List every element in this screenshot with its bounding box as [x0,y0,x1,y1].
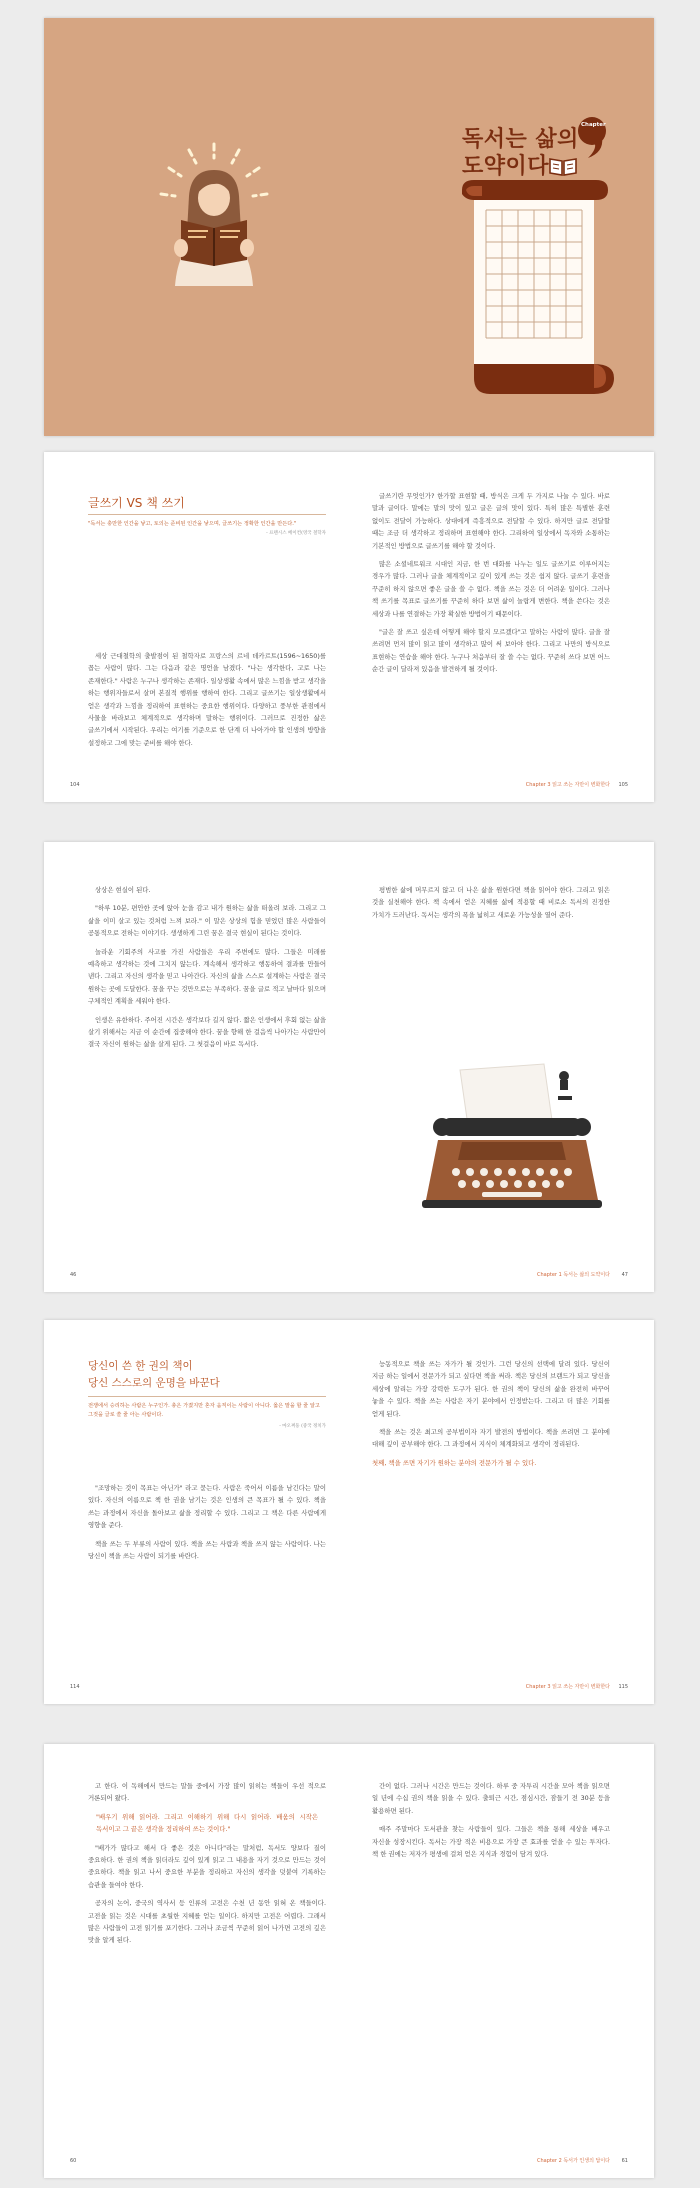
paragraph: 많은 소셜네트워크 시대인 지금, 한 번 대화를 나누는 일도 글쓰기로 이루어지는 경우가 많다. 그러나 글을 체계적이고 깊이 있게 쓰는 것은 쉽지 않다. 글쓰기 훈련을 꾸준히 하지 않으면 좋은 글을 쓸 수 없다. 책을 쓰는 것은 더 어려운 일이다. 그러나 책 쓰기를 목표로 글쓰기를 꾸준히 하다 보면 삶이 놀랍게 변한다. 책을 쓴다는 것은 세상과 나를 연결하는 가장 확실한 방법이기 때문이다. [372,560,610,618]
cover-title-line-2: 도약이다 [462,154,550,179]
left-column [88,884,326,1057]
title-divider [88,1396,326,1397]
spread-1 [44,452,654,802]
paragraph: 고 한다. 이 독해에서 만드는 말들 중에서 가장 많이 읽히는 책들이 우선 적으로 거론되어 왔다. [88,1782,326,1803]
cover-title-line-1: 독서는 삶의 [462,127,579,152]
paragraph: 세상 근대철학의 출발점이 된 철학자로 프랑스의 르네 데카르트(1596~1650)를 꼽는 사람이 많다. 그는 다음과 같은 명언을 남겼다. "나는 생각한다, 고로 나는 존재한다." 사람은 누구나 생각하는 존재다. 일상생활 속에서 많은 느낌을 받고 생각을 하는 행위자들로서 살며 본질적 행위를 행하여 한다. 그리고 글쓰기는 일상생활에서 얻은 생각과 느낌을 정리하여 표현하는 중요한 행위이다. 다양하고 풍부한 관점에서 사물을 바라보고 체계적으로 생각하며 말하는 행위이다. 그러므로 진정한 삶은 글쓰기에서 시작된다. 우리는 여기를 기준으로 한 단계 더 나아가야 할 인생의 방향을 설정하고 그에 맞는 준비를 해야 한다. [88,652,326,747]
page-number-right: 105 [618,782,628,788]
quote-author: - 프랜시스 베이컨(영국 철학자 [266,531,326,536]
note-text: 첫째, 책을 쓰면 자기가 원하는 분야의 전문가가 될 수 있다. [372,1458,537,1467]
section-title: 글쓰기 VS 책 쓰기 [88,496,185,510]
paragraph: 인생은 유한하다. 주어진 시간은 생각보다 길지 않다. 짧은 인생에서 후회 없는 삶을 살기 위해서는 지금 이 순간에 집중해야 한다. 꿈을 향해 한 걸음씩 나아가는 사람만이 결국 자신이 원하는 삶을 살게 된다. 그 첫걸음이 바로 독서다. [88,1015,326,1049]
paragraph: 평범한 삶에 머무르지 않고 더 나은 삶을 원한다면 책을 읽어야 한다. 그리고 읽은 것을 실천해야 한다. 책 속에서 얻은 지혜를 삶에 적용할 때 비로소 독서의 진정한 가치가 드러난다. 독서는 생각의 폭을 넓히고 새로운 가능성을 열어 준다. [372,886,610,919]
running-footer: Chapter 1 독서는 삶의 도약이다 [537,1272,610,1278]
section-quote: 전쟁에서 승리하는 사람은 누구인가. 총은 가졌지만 혼자 움직이는 사람이 아니다. 옳은 말을 할 줄 알고 그것을 글로 쓸 줄 아는 사람이다. [88,1403,320,1418]
right-column [372,1358,610,1475]
paragraph: 능동적으로 책을 쓰는 자가가 될 것인가. 그런 당신의 선택에 달려 있다. 당신이 지금 하는 일에서 전문가가 되고 싶다면 책을 써라. 책은 당신의 브랜드가 되고 당신을 세상에 알리는 가장 강력한 도구가 된다. 한 권의 책이 당신의 삶을 완전히 바꾸어 놓을 수 있다. 책을 쓰는 사람은 자기 분야에서 인정받는다. 그리고 더 많은 기회를 얻게 된다. [372,1360,610,1418]
page-number-right: 47 [621,1272,628,1278]
page-number-right: 115 [618,1684,628,1690]
open-book-icon [548,155,578,177]
paragraph: "하루 10분, 편안한 곳에 앉아 눈을 감고 내가 원하는 삶을 떠올려 보라. 그리고 그 삶을 이미 살고 있는 것처럼 느껴 보라." 이 말은 상상의 힘을 믿었던 많은 사람들이 공통적으로 전하는 이야기다. 생생하게 그린 꿈은 결국 현실이 된다는 것이다. [88,904,326,938]
quote-author: - 마오쩌둥 (중국 정치가 [279,1424,326,1429]
running-footer: Chapter 3 읽고 쓰는 자만이 변화한다 [525,1684,610,1690]
paragraph: "배가가 많다고 해서 다 좋은 것은 아니다"라는 말처럼, 독서도 양보다 질이 중요하다. 한 권의 책을 읽더라도 깊이 있게 읽고 그 내용을 자기 것으로 만드는 것이 중요하다. 책을 읽고 나서 중요한 부분을 정리하고 자신의 생각을 덧붙여 기록하는 습관을 들여야 한다. [88,1843,326,1889]
section-quote: "독서는 충만한 인간을 낳고, 토의는 준비된 인간을 낳으며, 글쓰기는 정확한 인간을 만든다." [88,521,297,527]
scroll-illustration [444,178,624,403]
chapter-label: Chapter [581,122,606,128]
running-footer: Chapter 3 읽고 쓰는 자만이 변화한다 [525,782,610,788]
right-column [372,490,610,682]
cover-page [44,18,654,436]
paragraph: 공자의 논어, 중국의 역사서 등 인류의 고전은 수천 년 동안 읽혀 온 책들이다. 고전을 읽는 것은 시대를 초월한 지혜를 얻는 일이다. 하지만 고전은 어렵다. 그래서 많은 사람들이 고전 읽기를 포기한다. 그러나 조금씩 꾸준히 읽어 나가면 고전의 깊은 맛을 알게 된다. [88,1899,326,1945]
paragraph: 책을 쓰는 것은 최고의 공부법이자 자기 발전의 방법이다. 책을 쓰려면 그 분야에 대해 깊이 공부해야 한다. 그 과정에서 지식이 체계화되고 생각이 정리된다. [372,1428,610,1449]
section-title [88,1358,220,1392]
woman-reading-illustration [139,136,289,286]
page-number-left: 60 [70,2158,77,2164]
paragraph: 간이 없다. 그러나 시간은 만드는 것이다. 하루 중 자투리 시간을 모아 책을 읽으면 일 년에 수십 권의 책을 읽을 수 있다. 출퇴근 시간, 점심시간, 잠들기 전 30분 등을 활용하면 된다. [372,1782,610,1815]
paragraph: "조망하는 것이 목표는 아닌가" 라고 묻는다. 사람은 죽어서 이름을 남긴다는 말이 있다. 자신의 이름으로 책 한 권을 남기는 것은 인생의 큰 목표가 될 수 있다. 책을 쓰는 과정에서 자신을 돌아보고 삶을 정리할 수 있다. 그리고 그 책은 다른 사람에게 영향을 준다. [88,1484,326,1530]
title-divider [88,514,326,515]
running-footer: Chapter 2 독서가 인생의 답이다 [537,2158,610,2164]
page-number-left: 104 [70,782,80,788]
paragraph: 상상은 현실이 된다. [95,886,151,894]
spread-3 [44,1320,654,1704]
left-column [88,1780,326,1953]
spread-2 [44,842,654,1292]
right-column [372,1780,610,1866]
typewriter-illustration [412,1060,612,1220]
quote-paragraph: "배우기 위해 읽어라. 그리고 이해하기 위해 다시 읽어라. 배움의 시작은 독서이고 그 끝은 생각을 정리하여 쓰는 것이다." [96,1812,318,1834]
paragraph: 매주 주말마다 도서관을 찾는 사람들이 있다. 그들은 책을 통해 세상을 배우고 자신을 성장시킨다. 독서는 가장 적은 비용으로 가장 큰 효과를 얻을 수 있는 투자다. 책 한 권에는 저자가 평생에 걸쳐 얻은 지식과 경험이 담겨 있다. [372,1825,610,1859]
left-column [88,650,326,755]
section-title-line-1: 당신이 쓴 한 권의 책이 [88,1360,193,1372]
note-paragraph [372,1457,610,1469]
paragraph: 놀라운 기회주의 사고를 가진 사람들은 우리 주변에도 많다. 그들은 미래를 예측하고 생각하는 것에 그치지 않는다. 계속해서 생각하고 행동하여 결과를 만들어 낸다. 그리고 자신의 생각을 믿고 나아간다. 자신의 삶을 스스로 설계하는 사람은 결국 원하는 곳에 도달한다. 꿈을 꾸는 것만으로는 부족하다. 꿈을 글로 적고 날마다 읽으며 구체적인 계획을 세워야 한다. [88,947,326,1006]
right-column [372,884,610,927]
page-number-left: 46 [70,1272,77,1278]
paragraph: 글쓰기란 무엇인가? 한가할 표현할 때, 방식은 크게 두 가지로 나눌 수 있다. 바로 말과 글이다. 말에는 말의 맛이 있고 글은 글의 맛이 있다. 특히 많은 특별한 훈련 없이도 전달이 가능하다. 상대에게 즉흥적으로 전달할 수 있다. 하지만 글로 전달할 때는 조금 더 생각하고 정리하며 표현해야 한다. 그리하여 일상에서 독자와 소통하는 기본적인 방법으로 글쓰기를 해야 할 것이다. [372,492,610,550]
left-column [88,1482,326,1568]
section-title-line-2: 당신 스스로의 운명을 바꾼다 [88,1377,220,1389]
paragraph: "글은 잘 쓰고 싶은데 어떻게 해야 할지 모르겠다"고 말하는 사람이 많다. 글을 잘 쓰려면 먼저 많이 읽고 많이 생각하고 많이 써 보아야 한다. 그리고 나만의 방식으로 표현하는 연습을 해야 한다. 누구나 처음부터 잘 쓸 수는 없다. 꾸준히 쓰다 보면 어느 순간 글이 달라져 있음을 발견하게 될 것이다. [372,628,610,674]
spread-4 [44,1744,654,2178]
page-number-right: 61 [621,2158,628,2164]
page-number-left: 114 [70,1684,80,1690]
paragraph: 책을 쓰는 두 부류의 사람이 있다. 책을 쓰는 사람과 책을 쓰지 않는 사람이다. 나는 당신이 책을 쓰는 사람이 되기를 바란다. [88,1539,326,1561]
